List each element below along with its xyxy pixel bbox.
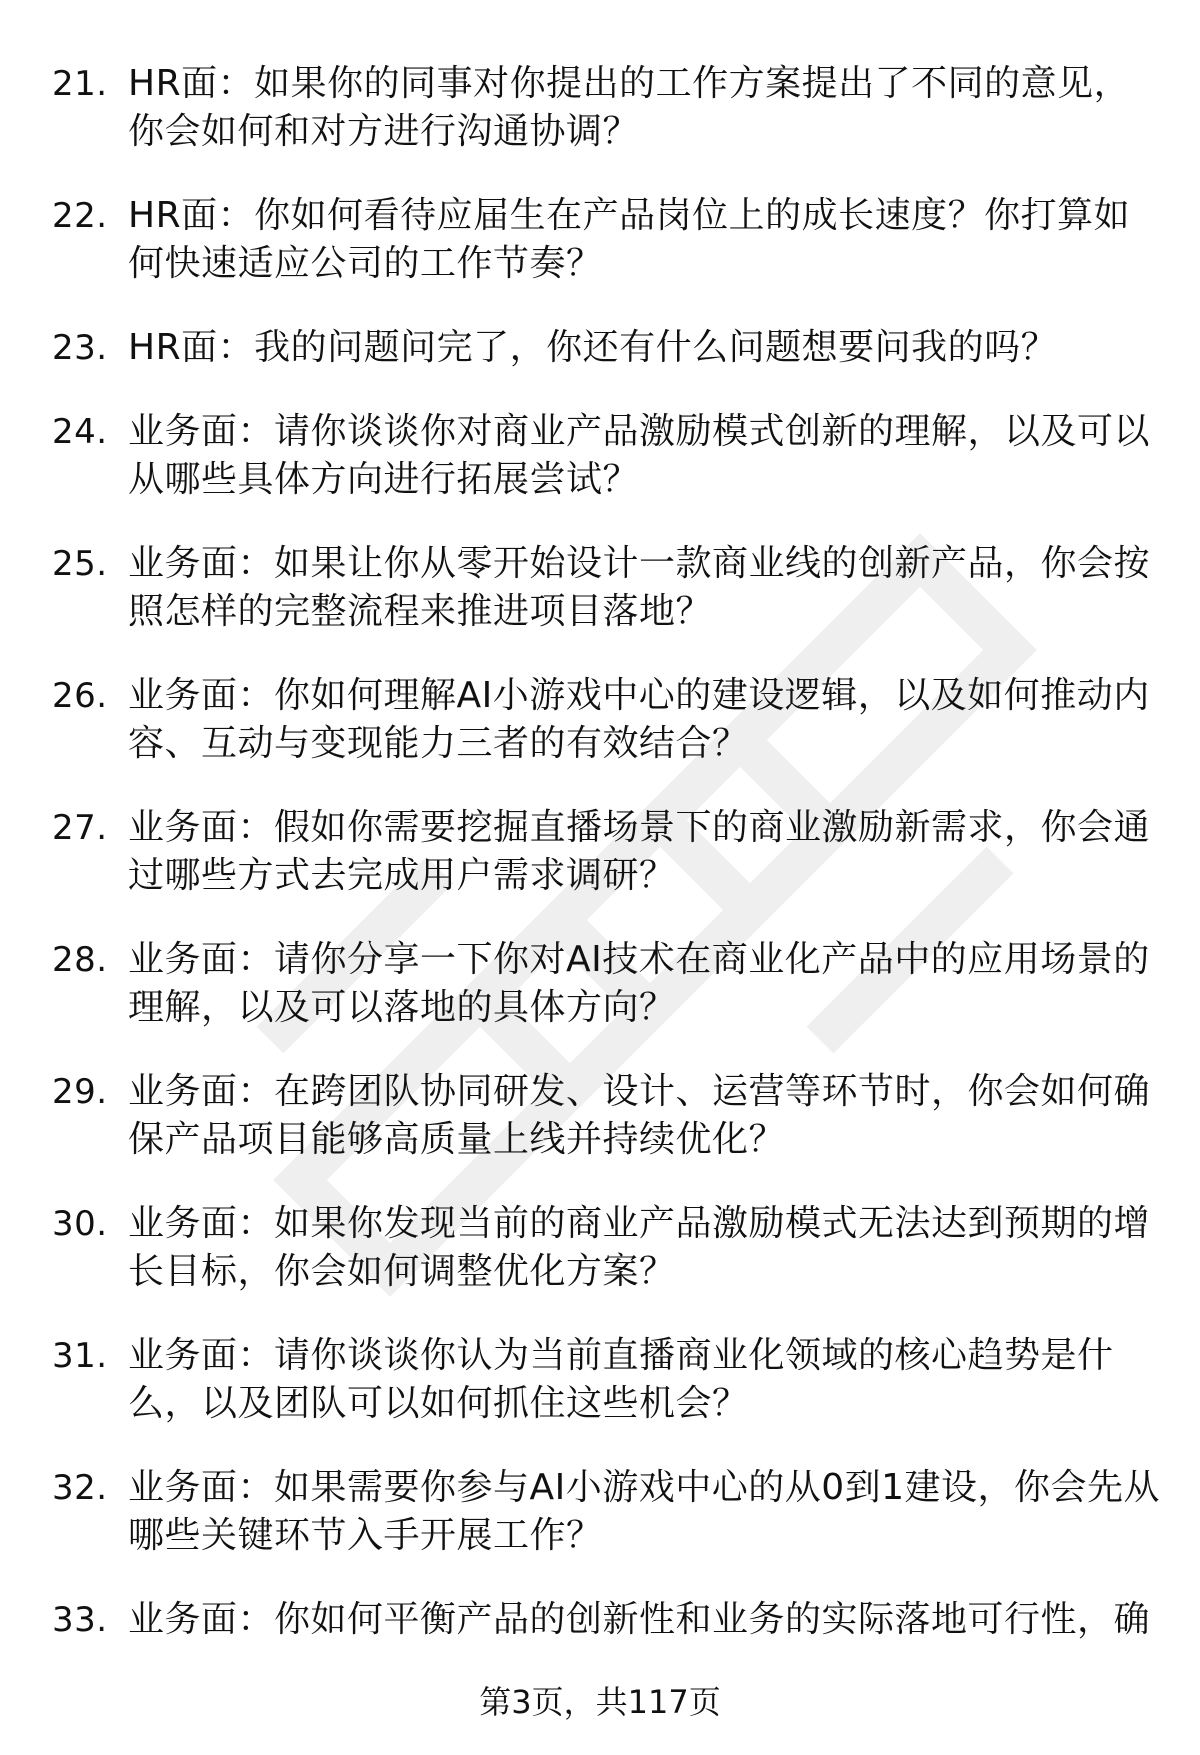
item-text: HR面：如果你的同事对你提出的工作方案提出了不同的意见，你会如何和对方进行沟通协调？ — [128, 63, 1131, 152]
list-item — [52, 936, 1152, 1032]
item-number: 30. — [52, 1204, 108, 1244]
item-text: 业务面：你如何理解AI小游戏中心的建设逻辑，以及如何推动内容、互动与变现能力三者的有效结合？ — [128, 675, 1150, 764]
item-text: 业务面：请你分享一下你对AI技术在商业化产品中的应用场景的理解，以及可以落地的具体方向？ — [128, 939, 1150, 1028]
list-item — [52, 1332, 1152, 1428]
item-number: 29. — [52, 1072, 108, 1112]
list-item — [52, 324, 1152, 372]
list-item — [52, 804, 1152, 900]
page-number-footer: 第3页，共117页 — [479, 1683, 721, 1721]
item-number: 22. — [52, 196, 108, 236]
item-number: 28. — [52, 940, 108, 980]
list-item — [52, 60, 1152, 156]
list-item — [52, 1464, 1161, 1560]
item-text: 业务面：你如何平衡产品的创新性和业务的实际落地可行性，确 — [128, 1599, 1151, 1640]
item-number: 26. — [52, 676, 108, 716]
item-text: 业务面：在跨团队协同研发、设计、运营等环节时，你会如何确保产品项目能够高质量上线并持续优化？ — [128, 1071, 1151, 1160]
question-list — [52, 60, 1161, 1680]
list-item — [52, 1200, 1152, 1296]
item-text: 业务面：请你谈谈你认为当前直播商业化领域的核心趋势是什么，以及团队可以如何抓住这些机会？ — [128, 1335, 1114, 1424]
item-text: 业务面：请你谈谈你对商业产品激励模式创新的理解，以及可以从哪些具体方向进行拓展尝试？ — [128, 411, 1151, 500]
list-item — [52, 672, 1152, 768]
list-item — [52, 540, 1152, 636]
item-number: 32. — [52, 1468, 108, 1508]
item-text: 业务面：如果需要你参与AI小游戏中心的从0到1建设，你会先从哪些关键环节入手开展工作？ — [128, 1467, 1161, 1556]
item-number: 25. — [52, 544, 108, 584]
item-text: 业务面：假如你需要挖掘直播场景下的商业激励新需求，你会通过哪些方式去完成用户需求调研？ — [128, 807, 1151, 896]
item-number: 31. — [52, 1336, 108, 1376]
item-number: 23. — [52, 328, 108, 368]
list-item — [52, 192, 1152, 288]
item-number: 21. — [52, 64, 108, 104]
item-text: HR面：你如何看待应届生在产品岗位上的成长速度？你打算如何快速适应公司的工作节奏？ — [128, 195, 1131, 284]
list-item — [52, 408, 1152, 504]
item-number: 27. — [52, 808, 108, 848]
item-text: 业务面：如果让你从零开始设计一款商业线的创新产品，你会按照怎样的完整流程来推进项目落地？ — [128, 543, 1151, 632]
list-item — [52, 1596, 1152, 1644]
item-number: 24. — [52, 412, 108, 452]
item-text: HR面：我的问题问完了，你还有什么问题想要问我的吗？ — [128, 327, 1058, 368]
item-text: 业务面：如果你发现当前的商业产品激励模式无法达到预期的增长目标，你会如何调整优化方案？ — [128, 1203, 1151, 1292]
item-number: 33. — [52, 1600, 108, 1640]
list-item — [52, 1068, 1152, 1164]
